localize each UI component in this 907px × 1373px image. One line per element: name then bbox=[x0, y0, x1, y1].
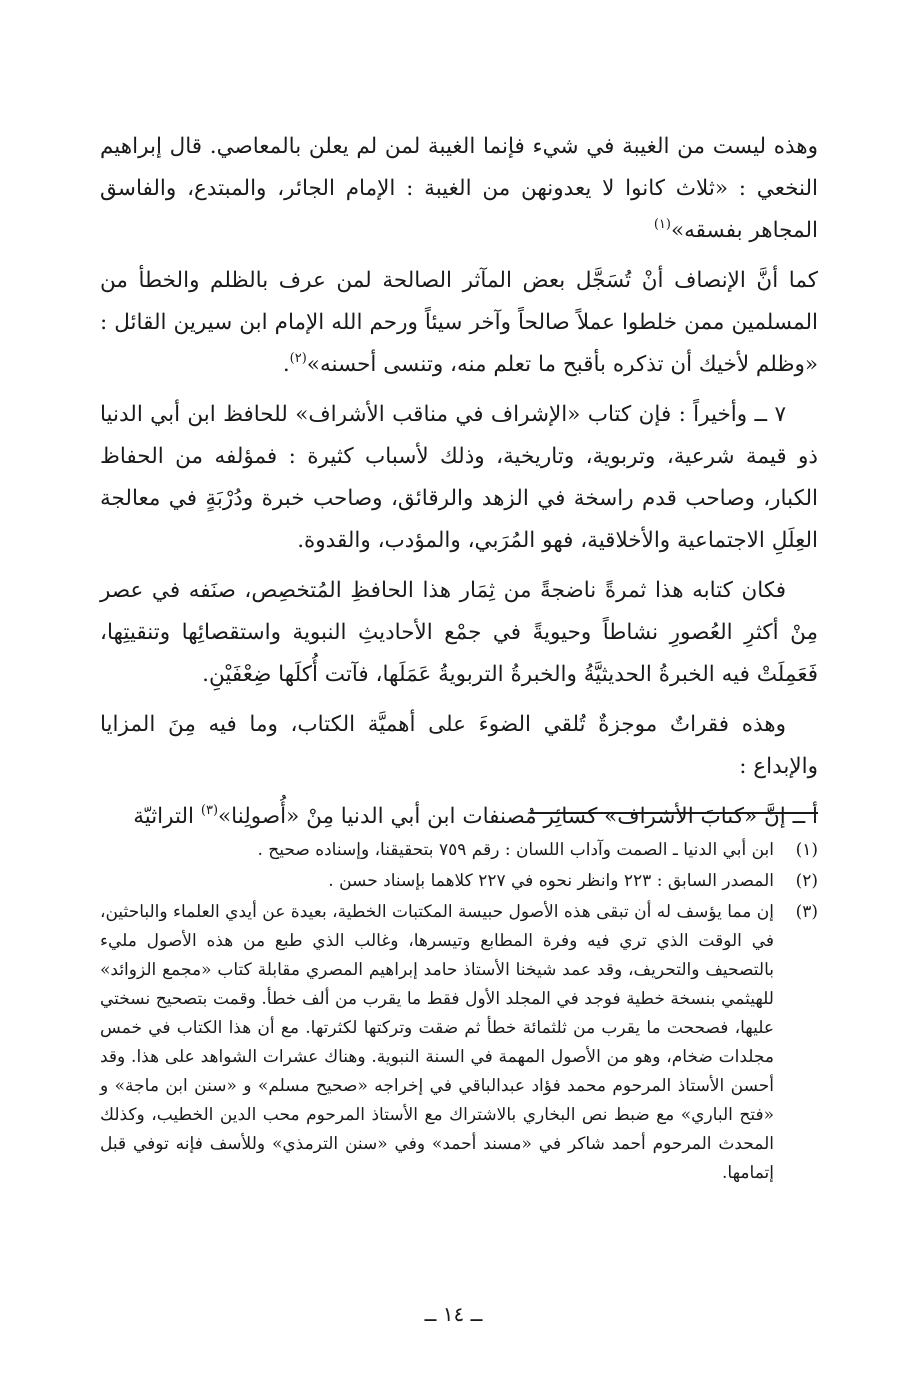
paragraph-text: وهذه ليست من الغيبة في شيء فإنما الغيبة لمن لم يعلن بالمعاصي. قال إبراهيم النخعي : «ثلاث كانوا لا يعدونهن من الغيبة : الإمام الجائر، والمبتدع، والفاسق المجاهر بفسقه» bbox=[100, 134, 818, 243]
footnote-text: إن مما يؤسف له أن تبقى هذه الأصول حبيسة المكتبات الخطية، بعيدة عن أيدي العلماء والباحثين، في الوقت الذي تري فيه وفرة المطابع وتيسرها، وغالب الذي طبع من هذه الأصول مليء بالتصحيف والتحريف، وقد عمد شيخنا الأستاذ حامد إبراهيم المصري مقابلة كتاب «مجمع الزوائد» للهيثمي بنسخة خطية فوجد في المجلد الأول فقط ما يقرب من ألف خطأ. وقمت بتصحيح نسختي عليها، فصححت ما يقرب من ثلثمائة خطأ ثم ضقت وتركتها لكثرتها. مع أن هذا الكتاب في خمس مجلدات ضخام، وهو من الأصول المهمة في السنة النبوية. وهناك عشرات الشواهد على هذا. وقد أحسن الأستاذ المرحوم محمد فؤاد عبدالباقي في إخراجه «صحيح مسلم» و «سنن ابن ماجة» و «فتح الباري» مع ضبط نص البخاري بالاشتراك مع الأستاذ المرحوم محب الدين الخطيب، وكذلك المحدث المرحوم أحمد شاكر في «مسند أحمد» وفي «سنن الترمذي» وللأسف فإنه توفي قبل إتمامها. bbox=[100, 902, 774, 1183]
footnote-ref: (٣) bbox=[200, 803, 219, 818]
paragraph-tail: التراثيّة bbox=[133, 804, 201, 829]
footnote-ref: (١) bbox=[653, 217, 671, 232]
footnotes bbox=[100, 836, 818, 1190]
paragraph-text: ٧ ــ وأخيراً : فإن كتاب «الإشراف في مناقب الأشراف» للحافظ ابن أبي الدنيا ذو قيمة شرعية، وتربوية، وتاريخية، وذلك لأسباب كثيرة : فمؤلفه من الحفاظ الكبار، وصاحب قدم راسخة في الزهد والرقائق، وصاحب خبرة ودُرْبَةٍ في معالجة العِلَلِ الاجتماعية والأخلاقية، فهو المُرَبي، والمؤدب، والقدوة. bbox=[100, 402, 818, 553]
footnote-number: (٢) bbox=[795, 871, 818, 891]
page-number: ــ ١٤ ــ bbox=[424, 1302, 483, 1326]
paragraph-text: فكان كتابه هذا ثمرةً ناضجةً من ثِمَار هذا الحافظِ المُتخصِص، صنَفه في عصر مِنْ أكثرِ العُصورِ نشاطاً وحيويةً في جمْع الأحاديثِ النبوية واستقصائِها وتنقيتِها، فَعَمِلَتْ فيه الخبرةُ الحديثيَّةُ والخبرةُ التربويةُ عَمَلَها، فآتت أُكلَها ضِعْفَيْنِ. bbox=[100, 578, 818, 687]
paragraph-text: أ ــ إنَّ «كتابَ الأشراف» كسائِر مُصنفات ابن أبي الدنيا مِنْ «أُصولِنا» bbox=[218, 804, 818, 829]
footnote bbox=[100, 836, 818, 865]
paragraph-text: وهذه فقراتٌ موجزةٌ تُلقي الضوءَ على أهميَّة الكتاب، وما فيه مِنَ المزايا والإبداع : bbox=[100, 712, 818, 779]
footnote-text: ابن أبي الدنيا ـ الصمت وآداب اللسان : رقم ٧٥٩ بتحقيقنا، وإسناده صحيح . bbox=[257, 840, 774, 860]
footnote-ref: (٢) bbox=[289, 351, 307, 366]
footnote-separator bbox=[530, 812, 818, 814]
paragraph-tail: . bbox=[282, 352, 290, 377]
footnote bbox=[100, 898, 818, 1188]
paragraph-3 bbox=[100, 394, 818, 562]
footnote-text: المصدر السابق : ٢٢٣ وانظر نحوه في ٢٢٧ كلاهما بإسناد حسن . bbox=[328, 871, 774, 891]
paragraph-2 bbox=[100, 260, 818, 386]
paragraph-6 bbox=[100, 796, 818, 838]
paragraph-1 bbox=[100, 126, 818, 252]
footnote bbox=[100, 867, 818, 896]
footnote-number: (١) bbox=[795, 840, 818, 860]
paragraph-4 bbox=[100, 570, 818, 696]
paragraph-text: كما أنَّ الإنصاف أنْ تُسَجَّل بعض المآثر الصالحة لمن عرف بالظلم والخطأ من المسلمين ممن خلطوا عملاً صالحاً وآخر سيئاً ورحم الله الإمام ابن سيرين القائل : «وظلم لأخيك أن تذكره بأقبح ما تعلم منه، وتنسى أحسنه» bbox=[100, 268, 818, 377]
paragraph-5 bbox=[100, 704, 818, 788]
footnote-number: (٣) bbox=[795, 902, 818, 922]
main-text bbox=[100, 126, 818, 846]
